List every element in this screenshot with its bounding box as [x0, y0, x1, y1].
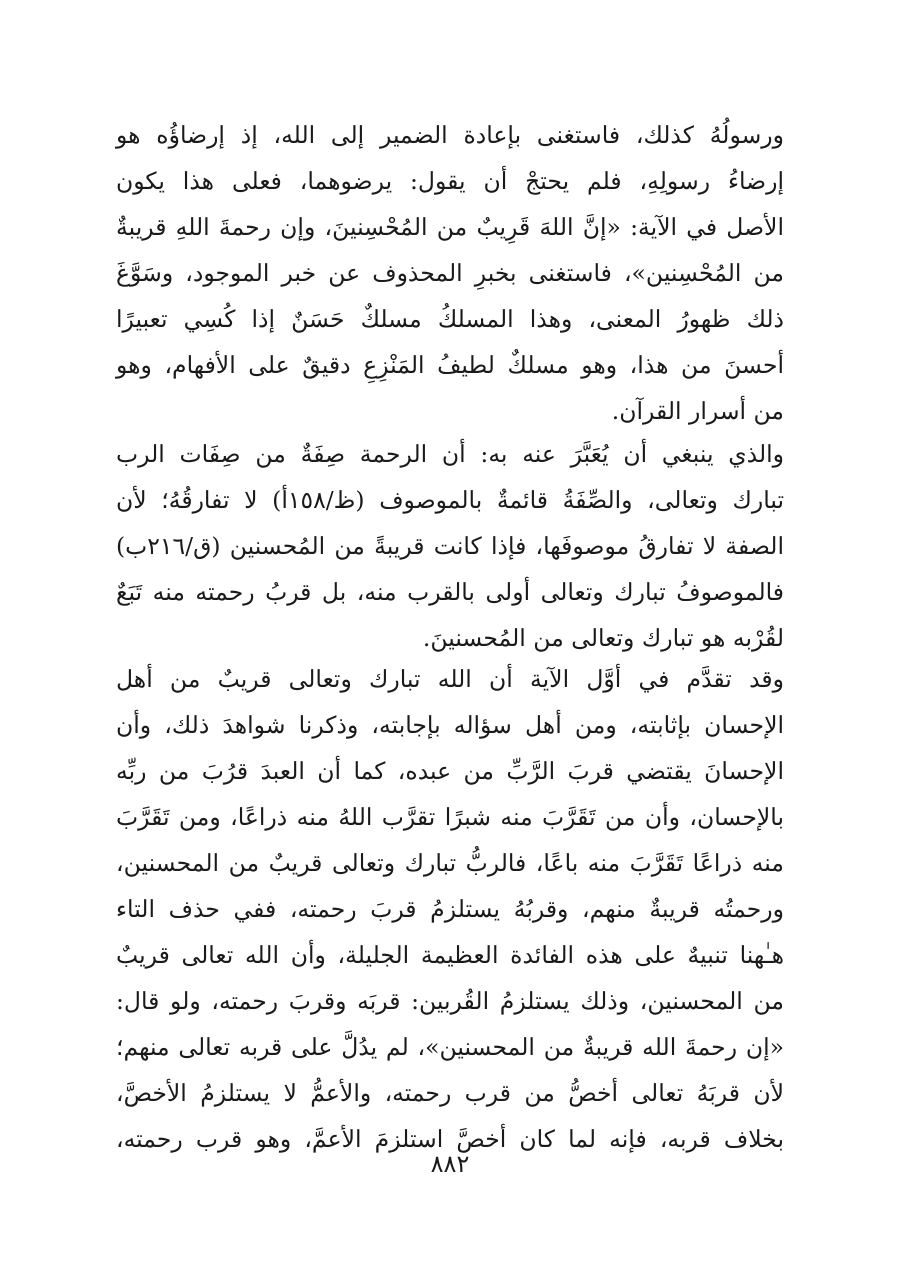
paragraph-1	[116, 112, 784, 434]
text-line: الإحسان بإثابته، ومن أهل سؤاله بإجابته، وذكرنا شواهدَ ذلك، وأن	[116, 711, 784, 739]
text-line: إرضاءُ رسولِهِ، فلم يحتجْ أن يقول: يرضوهما، فعلى هذا يكون	[116, 167, 784, 195]
text-line: ورحمتُه قريبةٌ منهم، وقربُهُ يستلزمُ قربَ رحمته، ففي حذف التاء	[116, 895, 784, 923]
text-line: الأصل في الآية: «إنَّ اللهَ قَرِيبٌ من المُحْسِنينَ، وإن رحمةَ اللهِ قريبةٌ	[116, 213, 784, 241]
text-line: الإحسانَ يقتضي قربَ الرَّبِّ من عبده، كما أن العبدَ قرُبَ من ربِّه	[116, 757, 784, 785]
text-line: ورسولُهُ كذلك، فاستغنى بإعادة الضمير إلى الله، إذ إرضاؤُه هو	[116, 121, 784, 149]
text-line: من أسرار القرآن.	[611, 397, 784, 425]
text-line: تبارك وتعالى، والصِّفَةُ قائمةٌ بالموصوف (ظ/١٥٨أ) لا تفارقُهُ؛ لأن	[116, 486, 784, 514]
text-line: الصفة لا تفارقُ موصوفَها، فإذا كانت قريبةً من المُحسنين (ق/٢١٦ب)	[116, 532, 784, 560]
text-line: لقُرْبه هو تبارك وتعالى من المُحسنينَ.	[422, 624, 784, 652]
text-line: بالإحسان، وأن من تَقَرَّبَ منه شبرًا تقرَّب اللهُ منه ذراعًا، ومن تَقَرَّبَ	[116, 803, 784, 831]
text-line: وقد تقدَّم في أوَّل الآية أن الله تبارك وتعالى قريبٌ من أهل	[116, 665, 784, 693]
text-line: منه ذراعًا تَقَرَّبَ منه باعًا، فالربُّ تبارك وتعالى قريبٌ من المحسنين،	[116, 849, 784, 877]
text-line: أحسنَ من هذا، وهو مسلكٌ لطيفُ المَنْزِعِ دقيقٌ على الأفهام، وهو	[116, 351, 784, 379]
text-line: ذلك ظهورُ المعنى، وهذا المسلكُ مسلكٌ حَسَنٌ إذا كُسِي تعبيرًا	[116, 305, 784, 333]
text-line: من المحسنين، وذلك يستلزمُ القُربين: قربَه وقربَ رحمته، ولو قال:	[116, 987, 784, 1015]
text-line: والذي ينبغي أن يُعَبَّرَ عنه به: أن الرحمة صِفَةٌ من صِفَات الرب	[116, 440, 784, 468]
text-line: من المُحْسِنين»، فاستغنى بخبرِ المحذوف عن خبر الموجود، وسَوَّغَ	[116, 259, 784, 287]
text-line: بخلاف قربه، فإنه لما كان أخصَّ استلزمَ الأعمَّ، وهو قرب رحمته،	[116, 1125, 784, 1153]
paragraph-2	[116, 431, 784, 661]
text-line: «إن رحمةَ الله قريبةٌ من المحسنين»، لم يدُلَّ على قربه تعالى منهم؛	[116, 1033, 784, 1061]
text-line: فالموصوفُ تبارك وتعالى أولى بالقرب منه، بل قربُ رحمته منه تَبَعٌ	[116, 578, 784, 606]
text-line: هـٰهنا تنبيهٌ على هذه الفائدة العظيمة الجليلة، وأن الله تعالى قريبٌ	[116, 941, 784, 969]
page-number: ٨٨٢	[430, 1150, 470, 1178]
text-line: لأن قربَهُ تعالى أخصُّ من قرب رحمته، والأعمُّ لا يستلزمُ الأخصَّ،	[116, 1079, 784, 1107]
paragraph-3	[116, 656, 784, 1162]
